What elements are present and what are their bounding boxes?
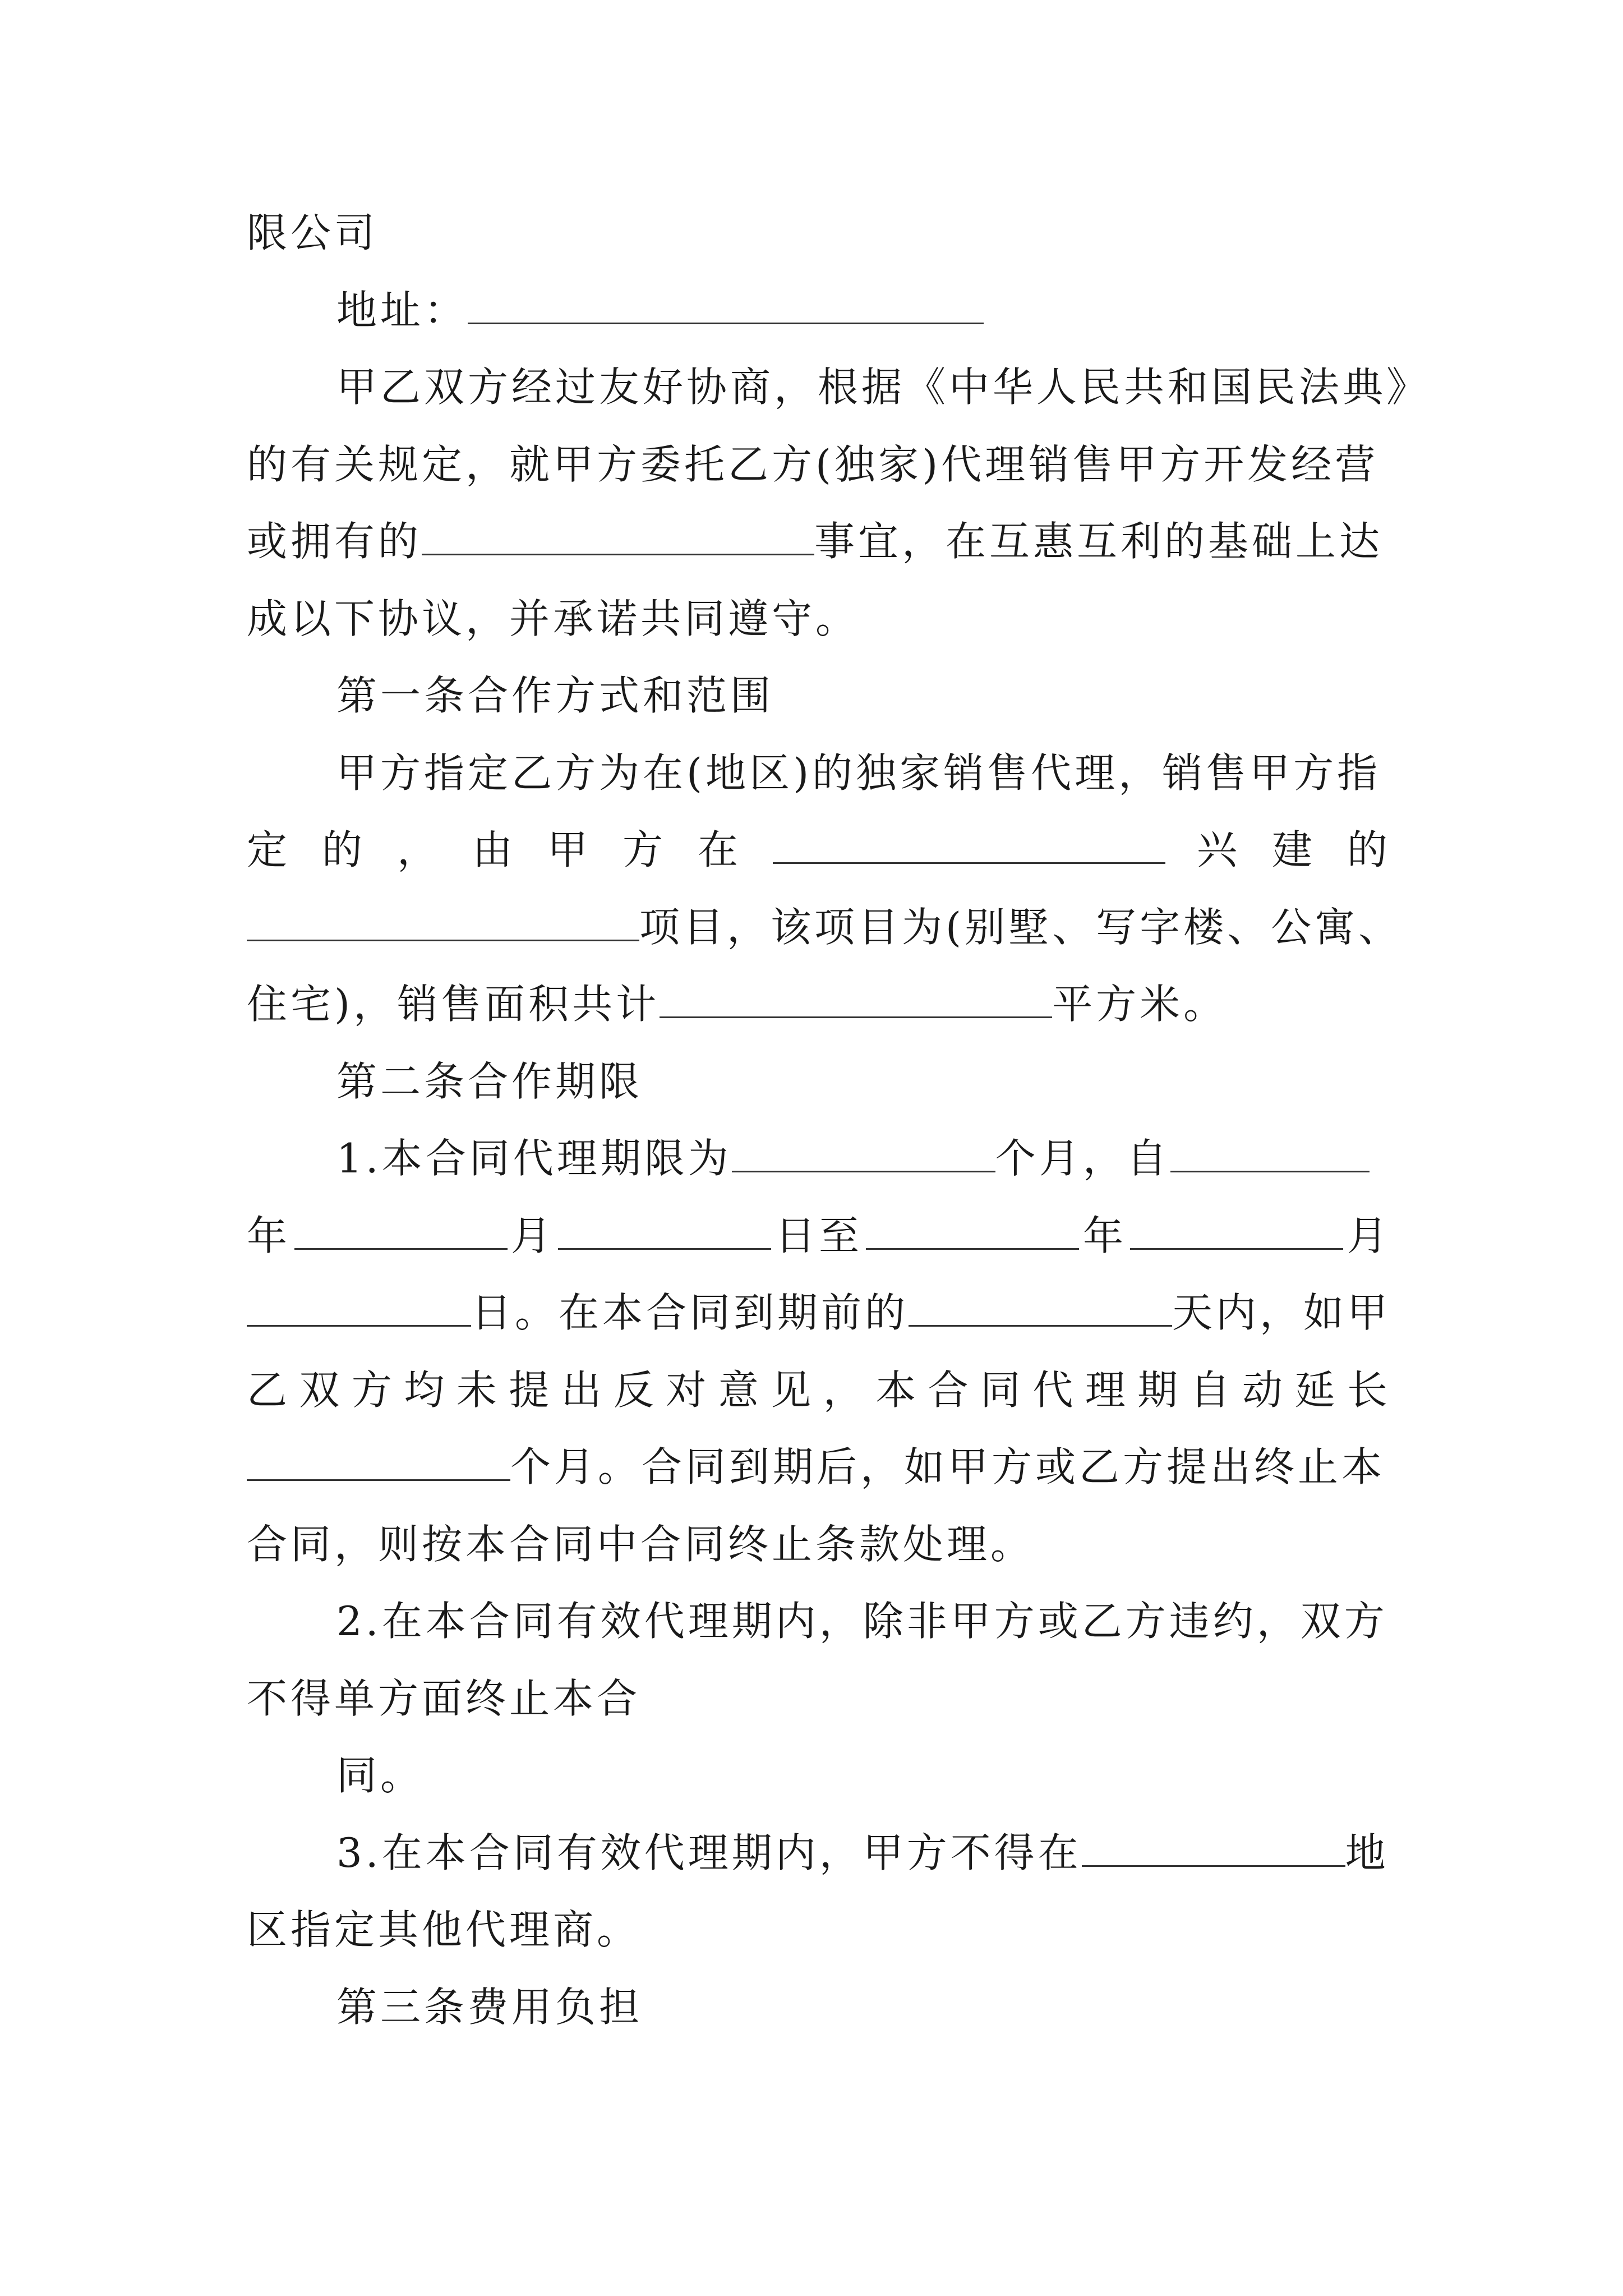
start-day-blank[interactable]	[558, 1213, 771, 1250]
article-2-clause-3-line-2: 区指定其他代理商。	[247, 1906, 641, 1953]
line-preamble-3: 或拥有的 事宜，在互惠互利的基础上达	[247, 518, 1384, 565]
article-1-line-1: 甲方指定乙方为在(地区)的独家销售代理，销售甲方指	[336, 749, 1381, 797]
notice-days-blank[interactable]	[909, 1290, 1172, 1327]
region-blank[interactable]	[1082, 1830, 1345, 1867]
article-2-clause-1-line-6: 合同，则按本合同中合同终止条款处理。	[247, 1521, 1035, 1568]
article-1-line-3: 项目，该项目为(别墅、写字楼、公寓、	[247, 902, 1391, 953]
start-month-blank[interactable]	[294, 1213, 508, 1250]
article-2-clause-1-line-3: 日。在本合同到期前的 天内，如甲	[247, 1287, 1391, 1338]
build-location-blank[interactable]	[773, 827, 1165, 864]
line-company-suffix: 限公司	[247, 209, 379, 256]
article-2-clause-1-line-4: 乙 双 方 均 未 提 出 反 对 意 见 ， 本 合 同 代 理 期 自 动 延 长	[247, 1366, 1391, 1414]
article-1-line-2: 定 的 ， 由 甲 方 在 兴 建 的	[247, 826, 1391, 873]
address-blank[interactable]	[468, 288, 984, 324]
article-2-clause-2-line-2: 不得单方面终止本合	[247, 1675, 641, 1722]
project-name-blank[interactable]	[247, 905, 639, 941]
article-1-line-4: 住宅)，销售面积共计 平方米。	[247, 981, 1228, 1028]
end-month-blank[interactable]	[1130, 1213, 1343, 1250]
article-2-clause-2-line-1: 2.在本合同有效代理期内，除非甲方或乙方违约，双方	[336, 1598, 1388, 1645]
article-2-heading: 第二条合作期限	[336, 1058, 643, 1105]
line-address: 地址：	[336, 285, 1391, 335]
extension-months-blank[interactable]	[247, 1444, 510, 1481]
article-1-heading: 第一条合作方式和范围	[336, 672, 774, 719]
article-2-clause-1-line-2: 年 月 日至 年 月	[247, 1212, 1391, 1259]
term-months-blank[interactable]	[732, 1136, 995, 1172]
start-year-blank[interactable]	[1170, 1136, 1370, 1172]
article-2-clause-3-line-1: 3.在本合同有效代理期内，甲方不得在 地	[336, 1829, 1389, 1876]
article-2-clause-1-line-5: 个月。合同到期后，如甲方或乙方提出终止本	[247, 1442, 1391, 1492]
line-preamble-2: 的有关规定，就甲方委托乙方(独家)代理销售甲方开发经营	[247, 441, 1379, 488]
end-day-blank[interactable]	[247, 1290, 471, 1327]
end-year-blank[interactable]	[866, 1213, 1079, 1250]
article-2-clause-2-line-3: 同。	[336, 1752, 425, 1799]
line-preamble-4: 成以下协议，并承诺共同遵守。	[247, 595, 860, 642]
line-preamble-1: 甲乙双方经过友好协商，根据《中华人民共和国民法典》	[336, 364, 1431, 411]
article-2-clause-1-line-1: 1.本合同代理期限为 个月，自	[336, 1133, 1391, 1184]
article-3-heading: 第三条费用负担	[336, 1984, 643, 2031]
property-blank[interactable]	[422, 519, 814, 555]
sales-area-blank[interactable]	[660, 982, 1052, 1018]
